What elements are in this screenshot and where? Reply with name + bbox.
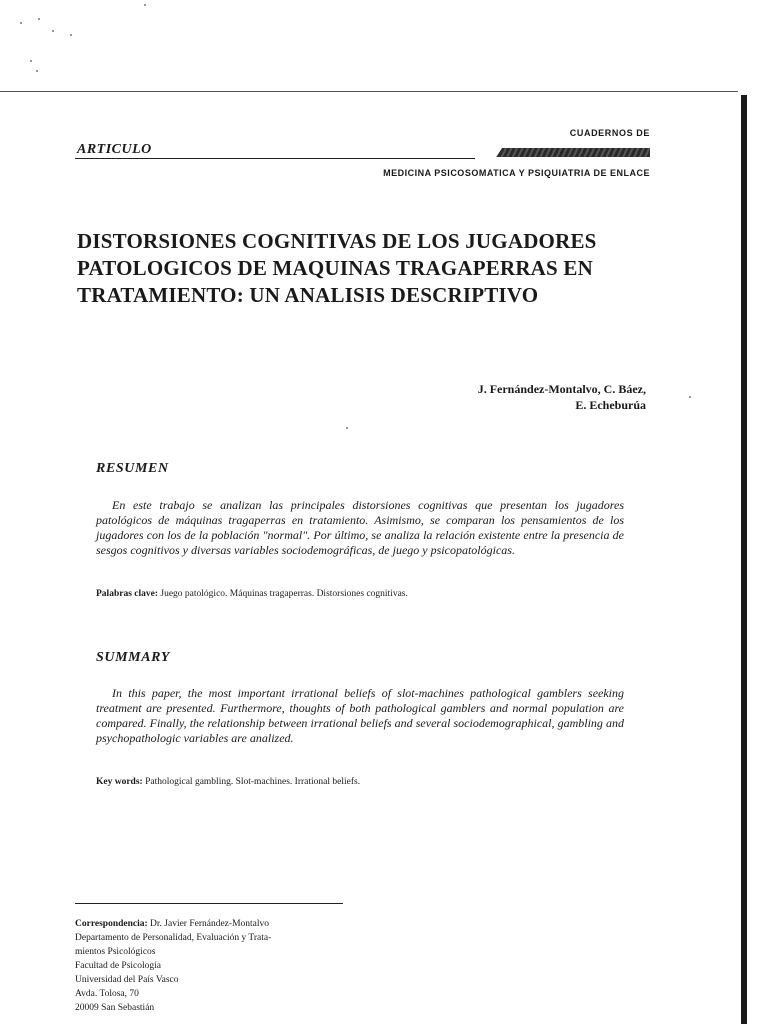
scan-speck — [20, 22, 22, 24]
keywords-value: Juego patológico. Máquinas tragaperras. Distorsiones cognitivas. — [160, 589, 408, 599]
correspondence-line: Facultad de Psicología — [75, 961, 162, 971]
correspondence-line: 20009 San Sebastián — [75, 1003, 155, 1013]
article-title-line: DISTORSIONES COGNITIVAS DE LOS JUGADORES — [77, 229, 597, 253]
correspondence-name: Dr. Javier Fernández-Montalvo — [150, 919, 270, 929]
correspondence-line: Departamento de Personalidad, Evaluación y Trata- — [75, 933, 272, 943]
scan-speck — [52, 30, 54, 32]
journal-name-line1: CUADERNOS DE — [569, 128, 650, 138]
scan-speck — [144, 4, 146, 6]
resumen-heading: RESUMEN — [96, 461, 169, 476]
article-title-line: TRATAMIENTO: UN ANALISIS DESCRIPTIVO — [77, 283, 539, 307]
article-title-line: PATOLOGICOS DE MAQUINAS TRAGAPERRAS EN — [77, 256, 593, 280]
correspondence-label: Correspondencia: — [75, 919, 148, 929]
header-rule — [75, 158, 475, 159]
summary-keywords — [96, 776, 636, 788]
journal-name-line2: MEDICINA PSICOSOMATICA Y PSIQUIATRIA DE ENLACE — [383, 168, 650, 178]
keywords-label: Key words: — [96, 777, 143, 787]
article-title — [77, 228, 697, 309]
resumen-text: En este trabajo se analizan las principales distorsiones cognitivas que presentan los jugadores patológicos de máquinas tragaperras en tratamiento. Asimismo, se comparan los pensamientos de los jugadores con los de la población "normal". Por último, se analiza la relación existente entre la presencia de sesgos cognitivos y diversas variables sociodemográficas, de juego y psicopatológicas. — [96, 498, 624, 557]
summary-heading: SUMMARY — [96, 650, 170, 665]
scan-right-edge — [741, 95, 747, 1024]
scan-speck — [70, 34, 72, 36]
authors-line: E. Echeburúa — [575, 398, 646, 412]
correspondence-line — [75, 917, 350, 931]
correspondence-line: Avda. Tolosa, 70 — [75, 989, 139, 999]
scan-speck — [38, 18, 40, 20]
keywords-value: Pathological gambling. Slot-machines. Irrational beliefs. — [145, 777, 361, 787]
summary-text: In this paper, the most important irrational beliefs of slot-machines pathological gamblers seeking treatment are presented. Furthermore, thoughts of both pathological gamblers and normal population are compared. Finally, the relationship between irrational beliefs and several sociodemographical, gambling and psychopathologic variables are analized. — [96, 686, 624, 745]
correspondence-line: Universidad del País Vasco — [75, 975, 179, 985]
correspondence-block — [75, 917, 350, 1015]
scan-speck — [36, 70, 38, 72]
scan-speck — [346, 427, 348, 429]
authors — [478, 381, 646, 413]
authors-line: J. Fernández-Montalvo, C. Báez, — [477, 382, 646, 396]
footer-rule — [75, 903, 343, 904]
scan-speck — [689, 396, 691, 398]
journal-decorative-bar — [496, 148, 650, 157]
scan-top-rule — [0, 91, 738, 92]
keywords-label: Palabras clave: — [96, 589, 159, 599]
resumen-keywords — [96, 588, 636, 600]
correspondence-line: mientos Psicológicos — [75, 947, 156, 957]
scan-speck — [30, 60, 32, 62]
section-label: ARTICULO — [77, 142, 152, 157]
